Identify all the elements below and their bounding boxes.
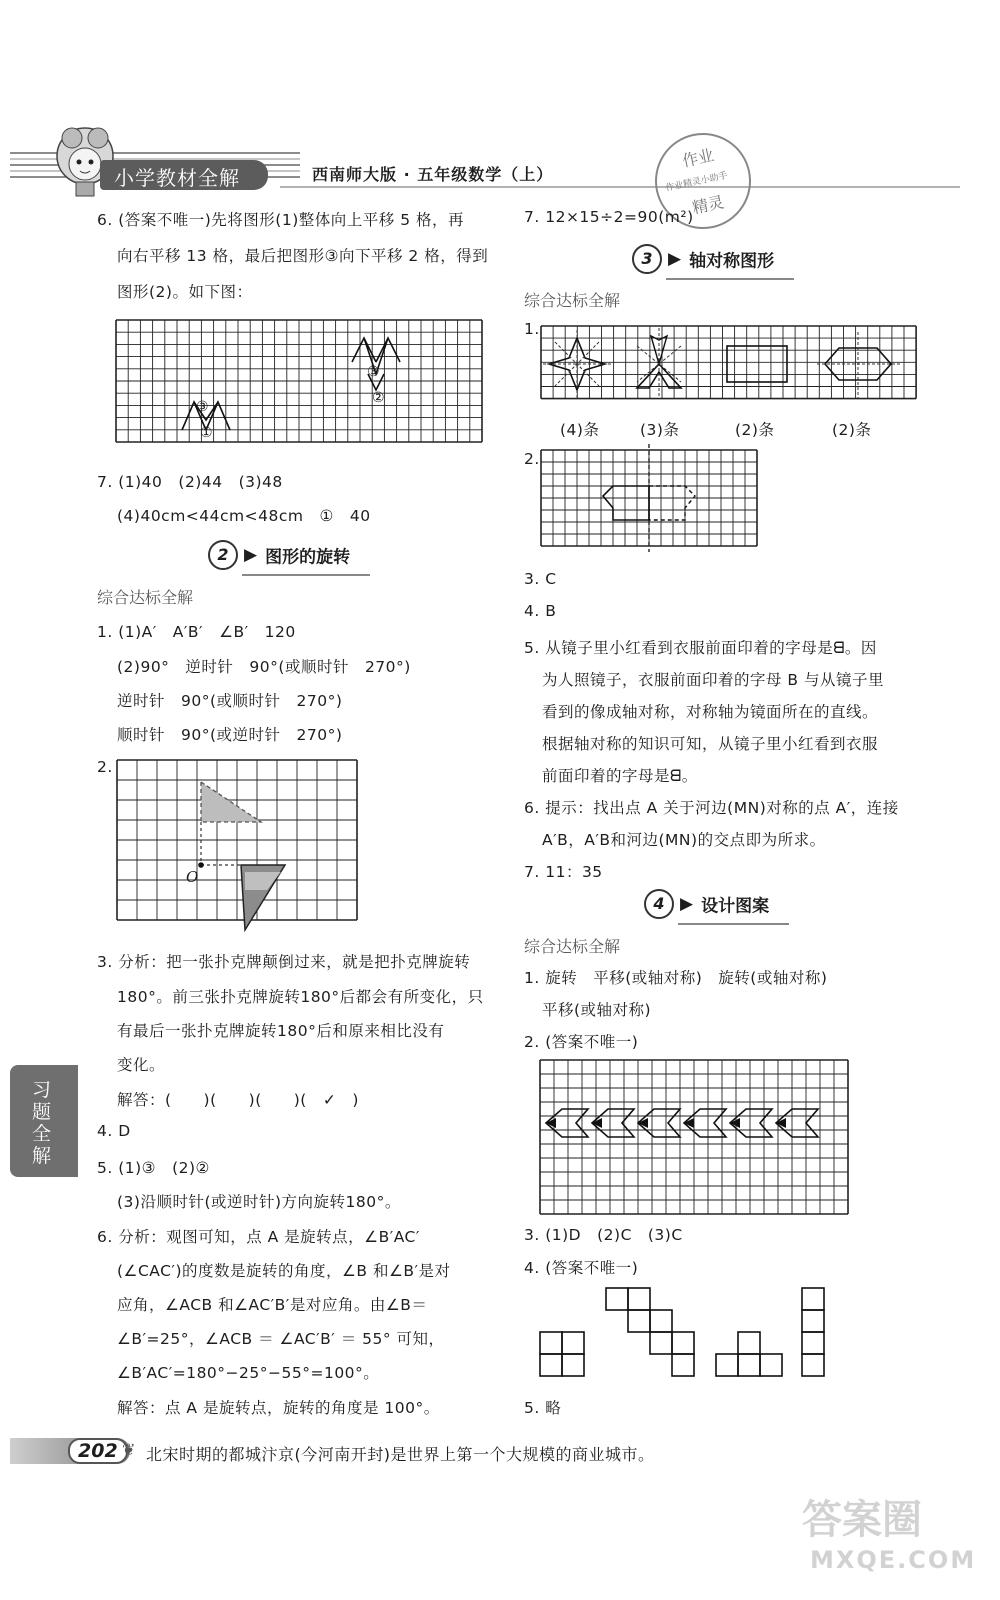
r-s4-q2: 2. (答案不唯一) [524, 1033, 639, 1051]
section-badge-2: 2 [208, 540, 238, 570]
side-tab-label: 习题全解 [32, 1079, 52, 1167]
l-s2-q6-line2: (∠CAC′)的度数是旋转的角度，∠B 和∠B′是对 [117, 1262, 451, 1280]
brand-title: 小学教材全解 [114, 166, 240, 190]
watermark-logo: 答案圈 [802, 1497, 922, 1543]
rotation-figures [117, 760, 357, 932]
l-s2-q5-line1: 5. (1)③ (2)② [97, 1159, 210, 1177]
l-s2-q3-line5: 解答：( )( )( )( ✓ ) [117, 1091, 359, 1109]
label-two: ② [372, 390, 385, 406]
point-o-label: O [186, 868, 199, 886]
leaf-icon: ❦ [122, 1440, 136, 1459]
section-symmetry-heading [632, 244, 774, 274]
translation-figures [116, 320, 482, 450]
r-s3-q2-num: 2. [524, 450, 540, 468]
l-q6-line3: 图形(2)。如下图： [117, 283, 253, 301]
l-q7-line1: 7. (1)40 (2)44 (3)48 [97, 473, 283, 491]
l-s2-q1-line4: 顺时针 90°(或逆时针 270°) [117, 726, 343, 744]
l-s2-q2-num: 2. [97, 758, 113, 776]
r-s4-q5: 5. 略 [524, 1399, 562, 1417]
triangle-right-icon: ▶ [668, 249, 682, 269]
l-s2-q1-line1: 1. (1)A′ A′B′ ∠B′ 120 [97, 623, 296, 641]
section-badge-3: 3 [632, 244, 662, 274]
page-number: 202 [68, 1438, 128, 1464]
edition-label: 西南师大版 · 五年级数学（上） [312, 165, 554, 184]
l-s2-q1-line2: (2)90° 逆时针 90°(或顺时针 270°) [117, 658, 411, 676]
r-subheading-4: 综合达标全解 [524, 937, 621, 956]
stamp-bottom: 精灵 [690, 192, 726, 218]
triangle-right-icon: ▶ [244, 545, 258, 565]
brand-banner [100, 160, 268, 190]
l-s2-q5-line2: (3)沿顺时针(或逆时针)方向旋转180°。 [117, 1193, 401, 1211]
stamp-top: 作业 [680, 145, 716, 171]
l-subheading: 综合达标全解 [97, 588, 194, 607]
l-s2-q3-line4: 变化。 [117, 1056, 166, 1074]
r-s3-q1-ans4: (2)条 [832, 421, 872, 439]
section-badge-4: 4 [644, 889, 674, 919]
r-s3-q5-line4: 根据轴对称的知识可知，从镜子里小红看到衣服 [542, 735, 879, 753]
section-rotation-heading [208, 540, 350, 570]
r-s3-q3: 3. C [524, 570, 557, 588]
label-three-a: ③ [196, 399, 209, 415]
r-s3-q1-ans3: (2)条 [735, 421, 775, 439]
r-s3-q1-ans2: (3)条 [640, 421, 680, 439]
l-s2-q6-line6: 解答：点 A 是旋转点，旋转的角度是 100°。 [117, 1399, 440, 1417]
triangle-right-icon: ▶ [680, 894, 694, 914]
section-title-4: 设计图案 [701, 896, 770, 917]
r-s3-q5-line5: 前面印着的字母是ᗺ。 [542, 767, 698, 785]
r-s3-q7: 7. 11：35 [524, 863, 603, 881]
r-s3-q1-num: 1. [524, 320, 540, 338]
l-s2-q3-line1: 3. 分析：把一张扑克牌颠倒过来，就是把扑克牌旋转 [97, 953, 471, 971]
l-s2-q1-line3: 逆时针 90°(或顺时针 270°) [117, 692, 343, 710]
symmetry-figures-2 [541, 450, 757, 546]
label-three-b: ③ [367, 364, 380, 380]
section-design-heading [644, 889, 769, 919]
r-s3-q5-line3: 看到的像成轴对称，对称轴为镜面所在的直线。 [542, 703, 879, 721]
l-s2-q3-line3: 有最后一张扑克牌旋转180°后和原来相比没有 [117, 1022, 445, 1040]
r-s3-q6-line1: 6. 提示：找出点 A 关于河边(MN)对称的点 A′，连接 [524, 799, 899, 817]
l-s2-q4: 4. D [97, 1122, 131, 1140]
r-subheading-3: 综合达标全解 [524, 291, 621, 310]
r-q7: 7. 12×15÷2=90(m²) [524, 208, 694, 226]
r-s4-q4: 4. (答案不唯一) [524, 1259, 639, 1277]
l-q6-line1: 6. (答案不唯一)先将图形(1)整体向上平移 5 格，再 [97, 211, 464, 229]
r-s3-q6-line2: A′B，A′B和河边(MN)的交点即为所求。 [542, 831, 826, 849]
r-s4-q1-line2: 平移(或轴对称) [542, 1001, 652, 1019]
l-q7-line2: (4)40cm<44cm<48cm ① 40 [117, 507, 371, 525]
r-s3-q1-ans1: (4)条 [560, 421, 600, 439]
section-title-2: 图形的旋转 [265, 547, 351, 568]
l-s2-q6-line4: ∠B′=25°，∠ACB ＝ ∠AC′B′ ＝ 55° 可知， [117, 1330, 445, 1348]
l-s2-q6-line1: 6. 分析：观图可知，点 A 是旋转点，∠B′AC′ [97, 1228, 420, 1246]
side-tab [10, 1065, 78, 1177]
r-s3-q4: 4. B [524, 602, 557, 620]
design-motifs [540, 1060, 848, 1210]
r-s4-q1-line1: 1. 旋转 平移(或轴对称) 旋转(或轴对称) [524, 969, 828, 987]
symmetry-figures-1 [541, 326, 917, 404]
stamp-mid: 作业精灵小助手 [664, 170, 729, 194]
block-figures [540, 1288, 840, 1388]
l-s2-q6-line3: 应角，∠ACB 和∠AC′B′是对应角。由∠B＝ [117, 1296, 428, 1314]
section-title-3: 轴对称图形 [689, 251, 775, 272]
l-s2-q6-line5: ∠B′AC′=180°−25°−55°=100°。 [117, 1364, 380, 1382]
l-s2-q3-line2: 180°。前三张扑克牌旋转180°后都会有所变化，只 [117, 988, 484, 1006]
l-q6-line2: 向右平移 13 格，最后把图形③向下平移 2 格，得到 [117, 247, 489, 265]
r-s3-q5-line1: 5. 从镜子里小红看到衣服前面印着的字母是ᗺ。因 [524, 639, 877, 657]
r-s4-q3: 3. (1)D (2)C (3)C [524, 1226, 683, 1244]
label-one: ① [200, 425, 213, 441]
footer-fact: 北宋时期的都城汴京(今河南开封)是世界上第一个大规模的商业城市。 [146, 1445, 655, 1464]
r-s3-q5-line2: 为人照镜子，衣服前面印着的字母 B 与从镜子里 [542, 671, 884, 689]
watermark-site: MXQE.COM [810, 1546, 977, 1574]
